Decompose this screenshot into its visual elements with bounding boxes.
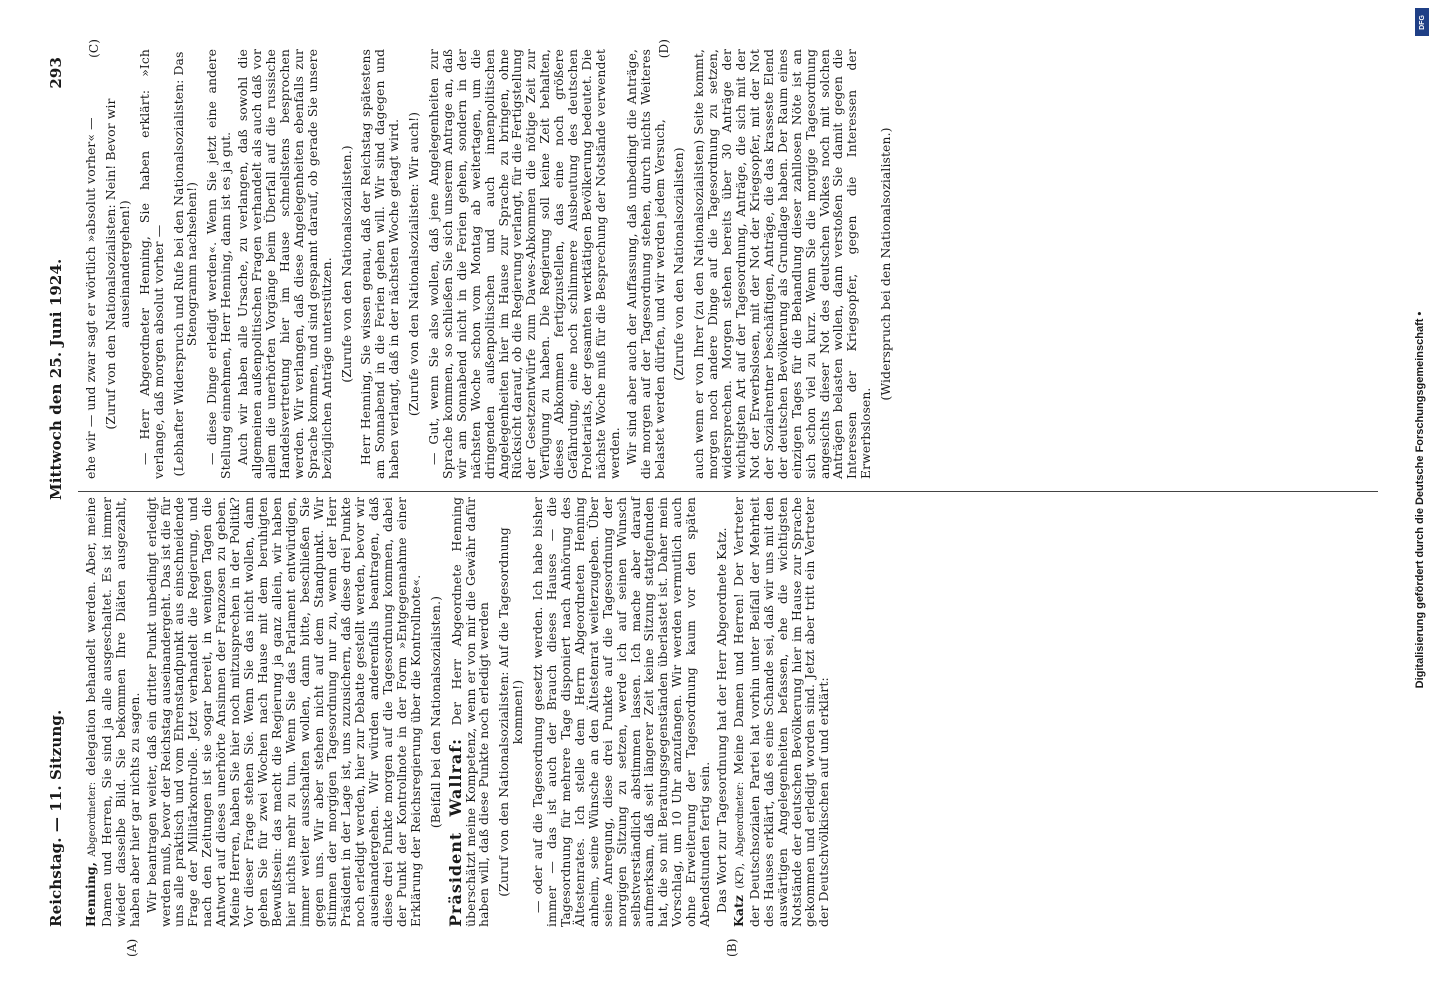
- speech-paragraph: [445, 496, 492, 927]
- body-paragraph: Das Wort zur Tagesordnung hat der Herr Abgeordnete Katz.: [713, 527, 729, 913]
- document-page: [48, 35, 1378, 965]
- margin-mark-d: (D): [657, 39, 671, 59]
- body-paragraph: — Herr Abgeordneter Henning, Sie haben erklärt: »Ich verlange, daß morgen absolut vorher —: [136, 49, 166, 479]
- speech-paragraph: [84, 497, 142, 927]
- body-paragraph: Wir beantragen weiter, daß ein dritter Punkt unbedingt erledigt werden muß, bevor der Reichstag auseinandergeht. Das ist die für uns alle praktisch und vom Ehrenstandpunkt aus einschneidende Frage der Militärkontrolle. Jetzt verhandelt die Regierung, und nach den Zeitungen ist sie sogar bereit, in wenigen Tagen die Antwort auf dieses unerhörte Ansinnen der Franzosen zu geben. Meine Herren, haben Sie hier noch mitzusprechen in der Politik? Vor dieser Frage stehen Sie. Wenn Sie das nicht wollen, dann gehen Sie für zwei Wochen nach Hause mit dem beruhigten Bewußtsein: das macht die Regierung ja ganz allein, wir haben hier nichts mehr zu tun. Wenn Sie das Parlament entwürdigen, immer weiter ausschalten wollen, dann bitte, beschließen Sie gegen uns. Wir aber stehen nicht auf dem Standpunkt. Wir stimmen der morgigen Tagesordnung nur zu, wenn der Herr Präsident in der Lage ist, uns zuzusichern, daß diese drei Punkte noch erledigt werden, hier zur Debatte gestellt werden, bevor wir auseinandergehen. Wir würden anderenfalls beantragen, daß diese drei Punkte morgen auf die Tagesordnung kommen, dabei der Punkt der Kontrollnote in der Form »Entgegennahme einer Erklärung der Reichsregierung über die Kontrollnote«.: [143, 497, 423, 927]
- running-head: [48, 35, 74, 965]
- left-column-body: [84, 497, 831, 927]
- margin-mark-c: (C): [87, 39, 101, 58]
- speech-text: Der Herr Abgeordnete Henning überschätzt meine Kompetenz, wenn er von mir die Gewähr dafür haben will, daß diese Punkte noch erledigt werden: [448, 496, 492, 927]
- dfg-logo-text: DFG: [1418, 14, 1426, 30]
- interjection: (Beifall bei den Nationalsozialisten.): [427, 595, 443, 829]
- page-number: 293: [47, 57, 65, 89]
- body-paragraph: — diese Dinge erledigt werden«. Wenn Sie jetzt eine andere Stellung einnehmen, Herr Henning, dann ist es ja gut.: [204, 49, 234, 479]
- column-divider: [78, 491, 1378, 492]
- speaker-name: Katz: [730, 895, 746, 927]
- body-paragraph: — Gut, wenn Sie also wollen, daß jene Angelegenheiten zur Sprache kommen, so schließen Sie sich unserem Antrage an, daß wir am Sonnabend nicht in die Ferien gehen, sondern in der nächsten Woche schon vom Montag ab weitertagen, um die dringenden außenpolitischen und auch innenpolitischen Angelegenheiten hier im Hause zur Sprache zu bringen, ohne Rücksicht darauf, ob die Regierung verlangt, für die Fertigstellung der Gesetzentwürfe zum Dawes-Abkommen die nötige Zeit zur Verfügung zu haben. Die Regierung soll keine Zeit behalten, dieses Abkommen fertigzustellen, das eine noch größere Gefährdung, eine noch schlimmere Ausbeutung des deutschen Proletariats, der gesamten werktätigen Bevölkerung bedeutet. Die nächste Woche muß für die Besprechung der Notstände verwendet werden.: [426, 49, 622, 479]
- interjection: (Zuruf von den Nationalsozialisten: Nein! Bevor wir auseinandergehen!): [102, 98, 132, 430]
- interjection: (Lebhafter Widerspruch und Rufe bei den Nationalsozialisten: Das Stenogramm nachsehen!): [170, 51, 200, 477]
- interjection: (Zurufe von den Nationalsozialisten): [671, 147, 687, 381]
- right-column: [84, 49, 1374, 479]
- left-column: [83, 496, 1374, 957]
- dfg-logo: [1415, 8, 1429, 36]
- speech-text: Meine Damen und Herren! Der Vertreter der Deutschsozialen Partei hat vorhin unter Beifall der Mehrheit des Hauses erklärt, daß es eine Schande sei, daß wir uns mit den auswärtigen Angelegenheiten befassen, ehe die wichtigsten Notstände der deutschen Bevölkerung hier im Hause zur Sprache gekommen und erledigt worden sind. Jetzt aber tritt ein Vertreter der Deutschvölkischen auf und erklärt:: [730, 497, 832, 927]
- speaker-role: (KP), Abgeordneter:: [734, 781, 746, 896]
- running-head-date: Mittwoch den 25. Juni 1924.: [47, 258, 65, 500]
- body-paragraph: auch wenn er von Ihrer (zu den Nationalsozialisten) Seite kommt, morgen noch andere Dinge auf die Tagesordnung zu setzen, widersprechen. Morgen stehen bereits über 30 Anträge der wichtigsten Art auf der Tagesordnung, Anträge, die sich mit der Not der Erwerbslosen, mit der Not der Kriegsopfer, mit der Not der Sozialrentner beschäftigen, Anträge, die das krasseste Elend der deutschen Bevölkerung als Grundlage haben. Der Raum eines einzigen Tages für die Behandlung dieser zahllosen Nöte ist an sich schon viel zu kurz. Wenn Sie die morgige Tagesordnung angesichts dieser Not des deutschen Volkes noch mit solchen Anträgen belasten wollen, dann verstoßen Sie damit gegen die Interessen der Kriegsopfer, gegen die Interessen der Erwerbslosen.: [691, 49, 874, 479]
- running-head-left: Reichstag. — 11. Sitzung.: [47, 709, 65, 927]
- interjection: (Zurufe von den Nationalsozialisten: Wir auch!): [406, 111, 422, 417]
- right-column-body: [84, 49, 893, 479]
- body-paragraph: Auch wir haben alle Ursache, zu verlangen, daß sowohl die allgemeinen außenpolitischen Fragen verhandelt als auch daß vor allem die unerhörten Vorgänge beim Überfall auf die russische Handelsvertretung hier im Hause schnellstens besprochen werden. Wir verlangen, daß diese Angelegenheiten ebenfalls zur Sprache kommen, und sind gespannt darauf, ob gerade Sie unsere bezüglichen Anträge unterstützen.: [235, 49, 334, 479]
- speech-text: delegation behandelt werden. Aber, meine Damen und Herren, Sie sind ja alle ausgeschaltet. Es ist immer wieder dasselbe Bild. Sie bekommen Ihre Diäten ausgezahlt, haben aber hier gar nichts zu sagen.: [83, 497, 142, 927]
- margin-mark-b: (B): [725, 938, 739, 957]
- digitization-credit: [1410, 0, 1434, 1000]
- speaker-name: Henning,: [83, 861, 98, 927]
- margin-mark-a: (A): [125, 938, 139, 957]
- body-paragraph: Wir sind aber auch der Auffassung, daß unbedingt die Anträge, die morgen auf der Tagesordnung stehen, durch nichts Weiteres belastet werden dürfen, und wir werden jedem Versuch,: [623, 49, 667, 479]
- interjection: (Widerspruch bei den Nationalsozialisten.): [878, 127, 894, 401]
- body-paragraph: — oder auf die Tagesordnung gesetzt werden. Ich habe bisher immer — das ist auch der Brauch dieses Hauses — die Tagesordnung für mehrere Tage disponiert nach Anhörung des Ältestenrates. Ich stelle dem Herrn Abgeordneten Henning anheim, seine Wünsche an den Ältestenrat weiterzugeben. Über seine Anregung, diese drei Punkte auf die Tagesordnung der morgigen Sitzung zu setzen, werde ich auf seinen Wunsch selbstverständlich abstimmen lassen. Ich mache aber darauf aufmerksam, daß seit längerer Zeit keine Sitzung stattgefunden hat, die so mit Beratungsgegenständen überlastet ist. Daher mein Vorschlag, um 10 Uhr anzufangen. Wir werden vermutlich auch ohne Erweiterung der Tagesordnung kaum vor den späten Abendstunden fertig sein.: [530, 497, 713, 927]
- speaker-role: Abgeordneter:: [87, 781, 98, 862]
- speech-paragraph: [732, 497, 831, 927]
- credit-text: Digitalisierung gefördert durch die Deutsche Forschungsgemeinschaft •: [1414, 311, 1426, 689]
- interjection: (Zuruf von den Nationalsozialisten: Auf die Tagesordnung kommen!): [496, 527, 526, 897]
- body-paragraph: ehe wir — und zwar sagt er wörtlich »absolut vorher« —: [83, 117, 98, 479]
- speaker-name: Präsident Wallraf:: [445, 737, 465, 927]
- interjection: (Zurufe von den Nationalsozialisten.): [338, 145, 354, 383]
- body-paragraph: Herr Henning, Sie wissen genau, daß der Reichstag spätestens am Sonnabend in die Ferien gehen will. Wir sind dagegen und haben verlangt, daß in der nächsten Woche getagt wird.: [358, 49, 402, 479]
